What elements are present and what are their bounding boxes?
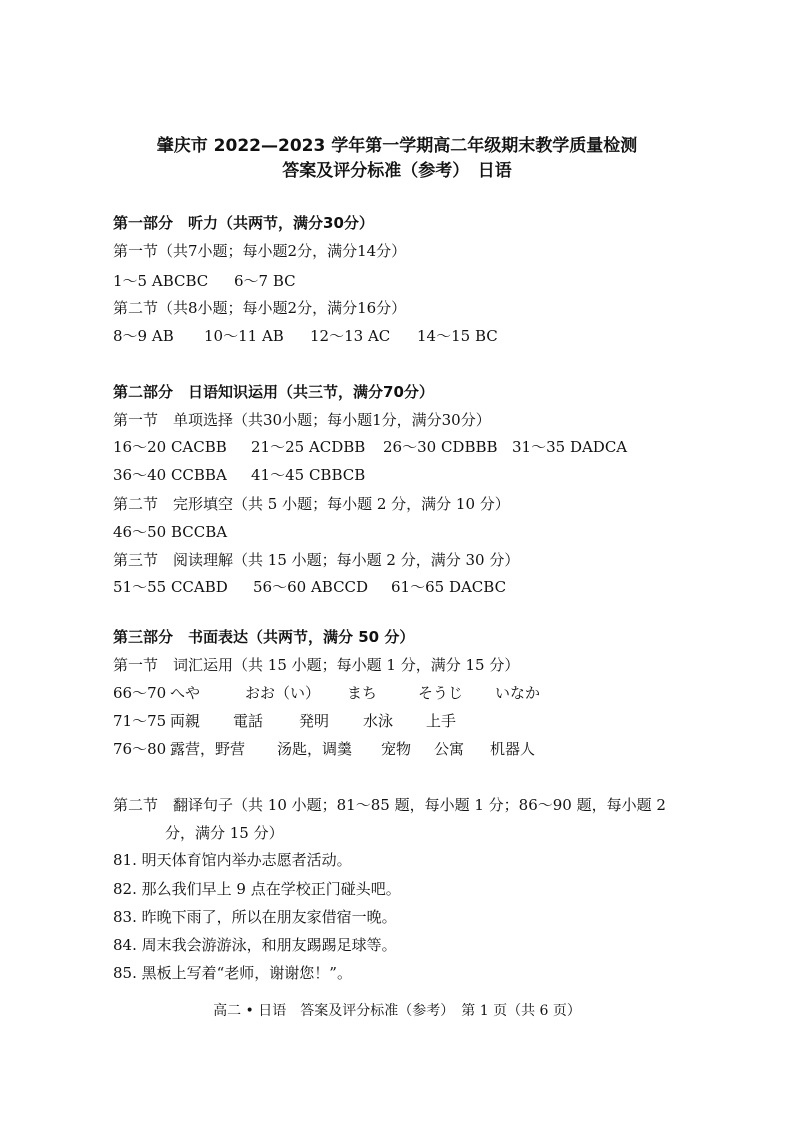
answer-group: 56～60 ABCCD [253,578,369,596]
vocab-answer: いなか [495,684,541,702]
vocab-answer: 水泳 [363,712,394,730]
answer-group: 16～20 CACBB [113,438,227,456]
translation-item: 81. 明天体育馆内举办志愿者活动。 [113,851,352,869]
vocab-answer: そうじ [418,684,464,702]
answer-group: 41～45 CBBCB [251,466,366,484]
part3-sec1-desc: 第一节 词汇运用（共 15 小题；每小题 1 分，满分 15 分） [113,656,520,674]
answer-group: 31～35 DADCA [512,438,628,456]
part2-heading: 第二部分 日语知识运用（共三节，满分70分） [113,383,434,401]
vocab-range: 66～70 [113,684,167,702]
answer-group: 8～9 AB [113,327,174,345]
answer-group: 21～25 ACDBB [251,438,366,456]
translation-item: 82. 那么我们早上 9 点在学校正门碰头吧。 [113,880,401,898]
answer-group: 46～50 BCCBA [113,523,228,541]
translation-item: 85. 黑板上写着“老师，谢谢您！”。 [113,964,352,982]
vocab-answer: まち [347,684,378,702]
answer-group: 1～5 ABCBC [113,272,209,290]
part1-heading: 第一部分 听力（共两节，满分30分） [113,214,374,232]
vocab-answer: 宠物 [381,740,412,758]
vocab-answer: 電話 [233,712,264,730]
part3-sec2-desc-line2: 分，满分 15 分） [165,824,284,842]
part1-sec2-desc: 第二节（共8小题；每小题2分，满分16分） [113,299,407,317]
vocab-answer: 机器人 [490,740,536,758]
page-footer: 高二 • 日语 答案及评分标准（参考） 第 1 页（共 6 页） [213,1003,581,1019]
part1-sec1-desc: 第一节（共7小题；每小题2分，满分14分） [113,242,407,260]
page-title-line1: 肇庆市 2022—2023 学年第一学期高二年级期末教学质量检测 [156,136,638,156]
answer-group: 51～55 CCABD [113,578,228,596]
part2-sec1-desc: 第一节 单项选择（共30小题；每小题1分，满分30分） [113,411,491,429]
translation-item: 83. 昨晚下雨了，所以在朋友家借宿一晚。 [113,908,397,926]
answer-group: 26～30 CDBBB [383,438,498,456]
part2-sec2-desc: 第二节 完形填空（共 5 小题；每小题 2 分，满分 10 分） [113,495,510,513]
part3-heading: 第三部分 书面表达（共两节，满分 50 分） [113,628,415,646]
vocab-answer: おお（い） [245,684,321,702]
part2-sec3-desc: 第三节 阅读理解（共 15 小题；每小题 2 分，满分 30 分） [113,551,520,569]
answer-group: 10～11 AB [204,327,284,345]
vocab-answer: 両親 [170,712,201,730]
part3-sec2-desc-line1: 第二节 翻译句子（共 10 小题；81～85 题，每小题 1 分；86～90 题，每小题 2 [113,796,666,814]
answer-group: 6～7 BC [234,272,296,290]
answer-group: 14～15 BC [417,327,498,345]
vocab-answer: 公寓 [434,740,465,758]
vocab-answer: へや [170,684,201,702]
vocab-range: 76～80 [113,740,167,758]
answer-group: 36～40 CCBBA [113,466,227,484]
answer-group: 61～65 DACBC [391,578,507,596]
vocab-answer: 発明 [299,712,330,730]
vocab-answer: 露营，野营 [170,740,246,758]
vocab-answer: 上手 [426,712,457,730]
vocab-answer: 汤匙，调羹 [277,740,353,758]
vocab-range: 71～75 [113,712,167,730]
page-title-line2: 答案及评分标准（参考） 日语 [282,161,512,181]
answer-group: 12～13 AC [310,327,391,345]
translation-item: 84. 周末我会游游泳，和朋友踢踢足球等。 [113,936,397,954]
